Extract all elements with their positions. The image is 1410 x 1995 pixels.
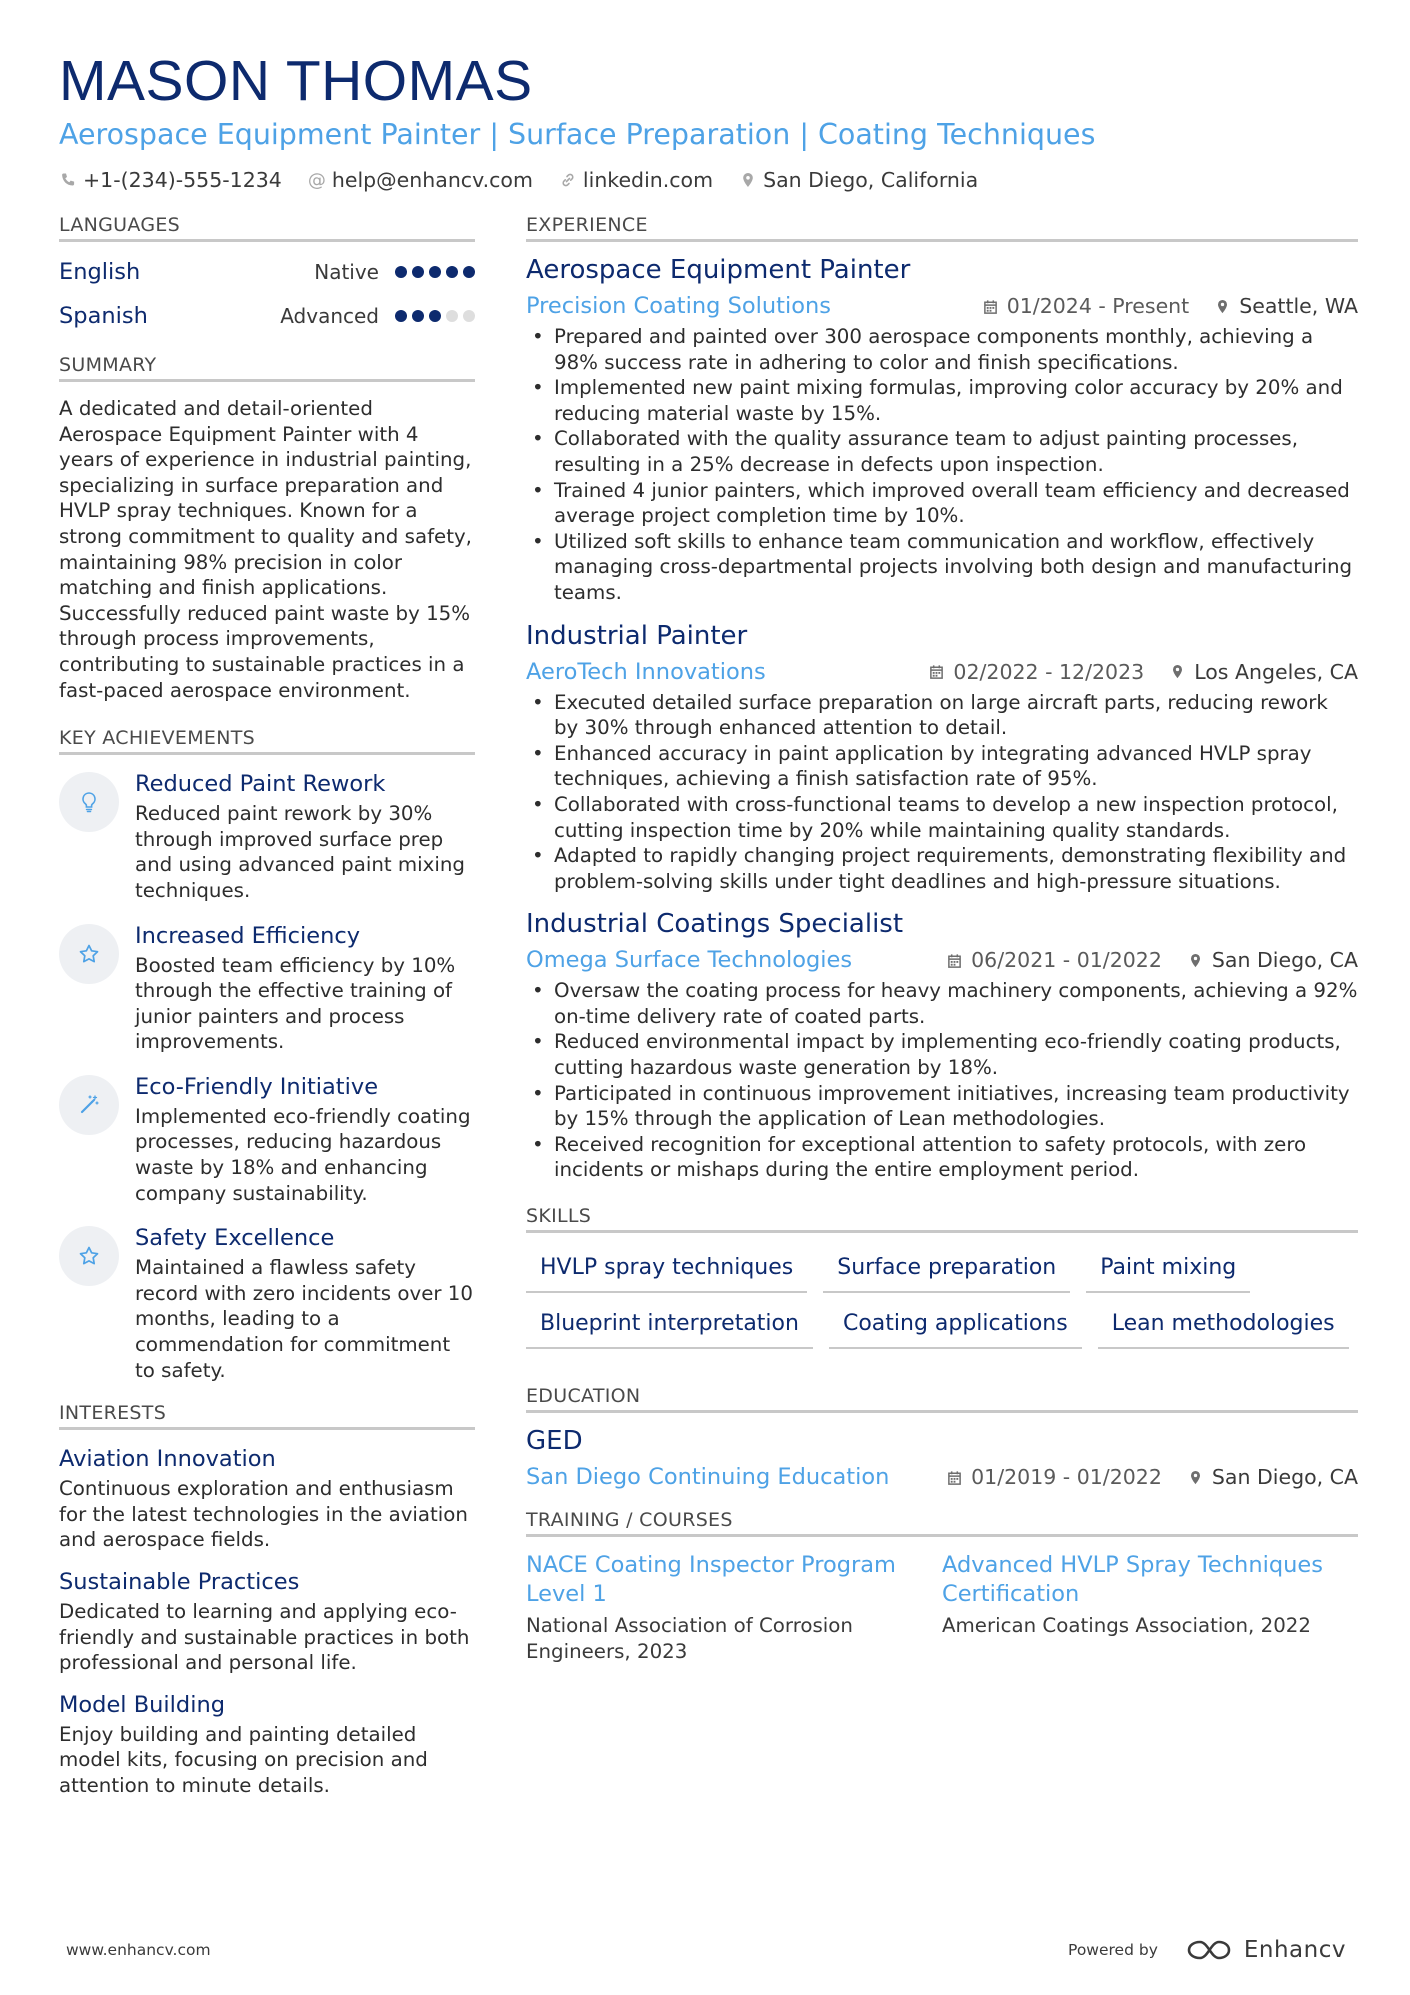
education-dates xyxy=(947,1465,1162,1489)
courses-list xyxy=(526,1537,1358,1665)
achievement-text: Maintained a flawless safety record with zero incidents over 10 months, leading to a commendation for commitment to safety. xyxy=(135,1256,473,1382)
rating-dot-filled xyxy=(463,266,475,278)
left-column xyxy=(59,212,475,1813)
contact-bar xyxy=(59,168,1359,192)
page-footer xyxy=(66,1937,1346,1963)
bullet-item: • Oversaw the coating process for heavy machinery components, achieving a 92% on-time delivery rate of coated parts. xyxy=(526,978,1358,1029)
bullet-item: • Adapted to rapidly changing project requirements, demonstrating flexibility and problem-solving skills under tight deadlines and high-pressure situations. xyxy=(526,843,1358,894)
language-name: English xyxy=(59,259,141,285)
bullet-item: • Collaborated with the quality assurance team to adjust painting processes, resulting in a 25% decrease in defects upon inspection. xyxy=(526,426,1358,477)
rating-dot-filled xyxy=(429,310,441,322)
date-range: 01/2019 - 01/2022 xyxy=(971,1465,1162,1490)
bullet-item: • Reduced environmental impact by implementing eco-friendly coating products, cutting hazardous waste generation by 18%. xyxy=(526,1029,1358,1080)
powered-by-label: Powered by xyxy=(1068,1941,1158,1959)
brand-name: Enhancv xyxy=(1243,1937,1346,1963)
location-text: San Diego, CA xyxy=(1211,1465,1358,1490)
job-meta xyxy=(526,288,1358,324)
achievement-title: Safety Excellence xyxy=(135,1225,335,1252)
calendar-icon xyxy=(929,663,945,681)
map-pin-icon xyxy=(739,170,757,190)
language-level: Native xyxy=(314,260,379,284)
rating-dot-empty xyxy=(463,310,475,322)
contact-location xyxy=(739,168,978,192)
location-text: Los Angeles, CA xyxy=(1194,659,1358,684)
contact-phone[interactable] xyxy=(59,168,282,192)
rating-dot-filled xyxy=(395,266,407,278)
job-dates xyxy=(983,294,1190,318)
summary-text: A dedicated and detail-oriented Aerospace Equipment Painter with 4 years of experience in industrial painting, specializing in surface preparation and HVLP spray techniques. Known for a strong commitment to quality and safety, maintaining 98% precision in color matching and finish applications. Successfully reduced paint waste by 15% through process improvements, contributing to sustainable practices in a fast-paced aerospace environment. xyxy=(59,397,472,702)
interest-text: Continuous exploration and enthusiasm for the latest technologies in the aviation and aerospace fields. xyxy=(59,1477,468,1552)
phone-text: +1-(234)-555-1234 xyxy=(83,168,282,192)
achievement-item xyxy=(59,1072,475,1206)
education-entry xyxy=(526,1413,1358,1495)
achievement-title: Eco-Friendly Initiative xyxy=(135,1073,379,1100)
skill-tag: Blueprint interpretation xyxy=(526,1305,813,1349)
interests-list xyxy=(59,1430,475,1798)
map-pin-icon xyxy=(1188,951,1204,969)
rating-dot-filled xyxy=(429,266,441,278)
rating-dot-filled xyxy=(412,266,424,278)
candidate-name: MASON THOMAS xyxy=(59,49,533,113)
section-title-achievements: KEY ACHIEVEMENTS xyxy=(59,725,475,755)
email-text: help@enhancv.com xyxy=(331,168,533,192)
job-location xyxy=(1215,294,1358,318)
job-title: Aerospace Equipment Painter xyxy=(526,255,911,285)
job-location xyxy=(1188,948,1358,972)
job-dates xyxy=(947,948,1162,972)
job-bullets xyxy=(526,690,1358,895)
language-item xyxy=(59,250,475,294)
contact-linkedin[interactable] xyxy=(559,168,713,192)
bullet-item: • Collaborated with cross-functional teams to develop a new inspection protocol, cutting inspection time by 20% while maintaining quality standards. xyxy=(526,792,1358,843)
achievements-list xyxy=(59,755,475,1383)
calendar-icon xyxy=(947,951,963,969)
course-provider: National Association of Corrosion Engineers, 2023 xyxy=(526,1614,853,1664)
interest-title: Aviation Innovation xyxy=(59,1446,276,1473)
lightbulb-icon xyxy=(59,772,119,832)
interest-title: Model Building xyxy=(59,1691,225,1718)
achievement-text: Boosted team efficiency by 10% through the effective training of junior painters and process improvements. xyxy=(135,953,456,1054)
skills-list xyxy=(526,1233,1358,1349)
rating-dot-filled xyxy=(412,310,424,322)
course-provider: American Coatings Association, 2022 xyxy=(942,1614,1311,1638)
course-title: Advanced HVLP Spray Techniques Certification xyxy=(942,1552,1323,1608)
school-name: San Diego Continuing Education xyxy=(526,1464,890,1491)
interest-text: Enjoy building and painting detailed model kits, focusing on precision and attention to minute details. xyxy=(59,1722,428,1797)
language-level: Advanced xyxy=(280,304,379,328)
language-name: Spanish xyxy=(59,303,148,329)
skill-tag: HVLP spray techniques xyxy=(526,1249,807,1293)
language-item xyxy=(59,294,475,338)
star-icon xyxy=(59,924,119,984)
contact-email[interactable] xyxy=(308,168,533,192)
section-title-interests: INTERESTS xyxy=(59,1400,475,1430)
footer-url[interactable]: www.enhancv.com xyxy=(66,1941,211,1959)
location-text: San Diego, CA xyxy=(1211,948,1358,973)
company-name: AeroTech Innovations xyxy=(526,658,766,685)
phone-icon xyxy=(59,170,77,190)
degree-title: GED xyxy=(526,1426,583,1457)
rating-dot-filled xyxy=(446,266,458,278)
bullet-item: • Participated in continuous improvement initiatives, increasing team productivity by 15% through the application of Lean methodologies. xyxy=(526,1081,1358,1132)
bullet-item: • Prepared and painted over 300 aerospace components monthly, achieving a 98% success rate in adhering to color and finish specifications. xyxy=(526,324,1358,375)
achievement-title: Increased Efficiency xyxy=(135,922,361,949)
job-meta xyxy=(526,942,1358,978)
languages-list xyxy=(59,242,475,338)
brand-logo[interactable] xyxy=(1186,1937,1346,1963)
linkedin-text: linkedin.com xyxy=(582,168,714,192)
section-title-languages: LANGUAGES xyxy=(59,212,475,242)
achievement-item xyxy=(59,921,475,1055)
date-range: 02/2022 - 12/2023 xyxy=(953,659,1145,684)
interest-text: Dedicated to learning and applying eco-friendly and sustainable practices in both professional and personal life. xyxy=(59,1600,470,1675)
language-rating xyxy=(395,266,475,278)
location-text: Seattle, WA xyxy=(1239,294,1358,318)
achievement-item xyxy=(59,769,475,903)
skill-tag: Surface preparation xyxy=(823,1249,1070,1293)
achievement-text: Implemented eco-friendly coating processes, reducing hazardous waste by 18% and enhancing company sustainability. xyxy=(135,1104,471,1205)
job-bullets xyxy=(526,978,1358,1183)
interest-item xyxy=(59,1567,475,1676)
bullet-item: • Enhanced accuracy in paint application by integrating advanced HVLP spray techniques, achieving a finish satisfaction rate of 95%. xyxy=(526,741,1358,792)
interest-title: Sustainable Practices xyxy=(59,1569,300,1595)
skill-tag: Coating applications xyxy=(829,1305,1082,1349)
location-text: San Diego, California xyxy=(763,168,979,192)
bullet-item: • Utilized soft skills to enhance team communication and workflow, effectively managing cross-departmental projects involving both design and manufacturing teams. xyxy=(526,529,1358,606)
map-pin-icon xyxy=(1215,297,1231,315)
education-meta xyxy=(526,1459,1358,1495)
star-icon xyxy=(59,1226,119,1286)
skill-tag: Lean methodologies xyxy=(1098,1305,1349,1349)
interest-item xyxy=(59,1444,475,1553)
rating-dot-empty xyxy=(446,310,458,322)
section-title-education: EDUCATION xyxy=(526,1383,1358,1413)
bullet-item: • Received recognition for exceptional attention to safety protocols, with zero incidents or mishaps during the entire employment period. xyxy=(526,1132,1358,1183)
magic-wand-icon xyxy=(59,1075,119,1135)
job-title: Industrial Painter xyxy=(526,620,748,651)
link-icon xyxy=(559,170,577,190)
achievement-item xyxy=(59,1223,475,1383)
company-name: Precision Coating Solutions xyxy=(526,293,831,319)
bullet-item: • Executed detailed surface preparation on large aircraft parts, reducing rework by 30% through enhanced attention to detail. xyxy=(526,690,1358,741)
course-title: NACE Coating Inspector Program Level 1 xyxy=(526,1552,896,1608)
rating-dot-filled xyxy=(395,310,407,322)
company-name: Omega Surface Technologies xyxy=(526,947,853,974)
experience-entry xyxy=(526,618,1358,895)
skill-tag: Paint mixing xyxy=(1086,1249,1250,1293)
course-item xyxy=(526,1551,942,1665)
experience-entry xyxy=(526,906,1358,1183)
section-title-experience: EXPERIENCE xyxy=(526,212,1358,242)
map-pin-icon xyxy=(1170,663,1186,681)
language-rating xyxy=(395,310,475,322)
bullet-item: • Implemented new paint mixing formulas, improving color accuracy by 20% and reducing material waste by 15%. xyxy=(526,375,1358,426)
achievement-text: Reduced paint rework by 30% through improved surface prep and using advanced paint mixing techniques. xyxy=(135,802,465,902)
job-location xyxy=(1170,660,1358,684)
interest-item xyxy=(59,1690,475,1799)
at-icon: @ xyxy=(307,169,326,191)
section-title-training: TRAINING / COURSES xyxy=(526,1507,1358,1537)
calendar-icon xyxy=(983,297,999,315)
education-location xyxy=(1188,1465,1358,1489)
date-range: 06/2021 - 01/2022 xyxy=(971,948,1162,973)
resume-header xyxy=(59,48,1359,192)
experience-list xyxy=(526,242,1358,1183)
section-title-summary: SUMMARY xyxy=(59,352,475,382)
section-title-skills: SKILLS xyxy=(526,1203,1358,1233)
course-item xyxy=(942,1551,1358,1665)
calendar-icon xyxy=(947,1468,963,1486)
enhancv-logo-icon xyxy=(1186,1937,1232,1963)
experience-entry xyxy=(526,252,1358,606)
achievement-title: Reduced Paint Rework xyxy=(135,771,386,798)
job-meta xyxy=(526,654,1358,690)
date-range: 01/2024 - Present xyxy=(1006,294,1190,318)
map-pin-icon xyxy=(1188,1468,1204,1486)
candidate-headline: Aerospace Equipment Painter | Surface Preparation | Coating Techniques xyxy=(59,118,1096,151)
job-title: Industrial Coatings Specialist xyxy=(526,909,904,940)
right-column xyxy=(526,212,1358,1665)
job-bullets xyxy=(526,324,1358,606)
bullet-item: • Trained 4 junior painters, which improved overall team efficiency and decreased average project completion time by 10%. xyxy=(526,478,1358,529)
job-dates xyxy=(929,660,1144,684)
